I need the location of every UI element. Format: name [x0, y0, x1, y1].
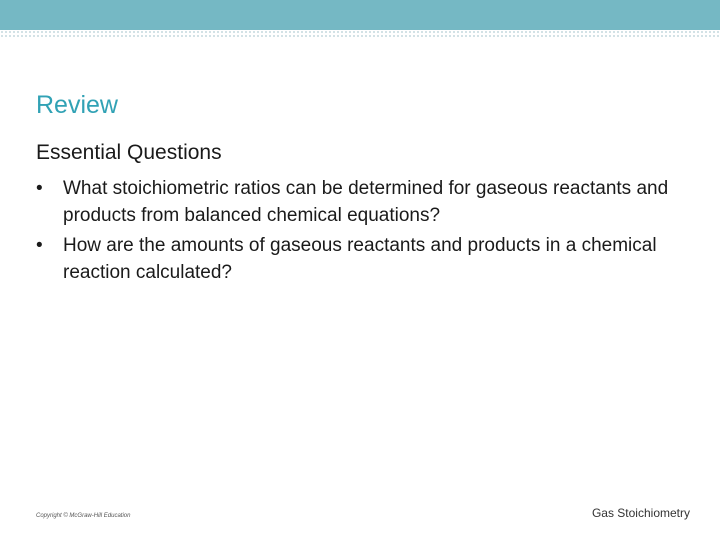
footer-topic-label: Gas Stoichiometry: [591, 506, 690, 520]
header-dotted-divider: [0, 30, 720, 38]
bullet-icon: •: [36, 178, 43, 199]
bullet-icon: •: [36, 235, 43, 256]
copyright-notice: Copyright © McGraw-Hill Education: [36, 513, 131, 519]
slide-subtitle: Essential Questions: [36, 141, 222, 164]
header-band: [0, 0, 720, 30]
essential-questions-list: [36, 175, 676, 289]
slide-title: Review: [36, 91, 118, 119]
question-text: What stoichiometric ratios can be determined for gaseous reactants and products from balanced chemical equations?: [63, 178, 669, 226]
question-text: How are the amounts of gaseous reactants and products in a chemical reaction calculated?: [63, 235, 657, 283]
list-item: [36, 232, 676, 286]
list-item: [36, 175, 676, 229]
